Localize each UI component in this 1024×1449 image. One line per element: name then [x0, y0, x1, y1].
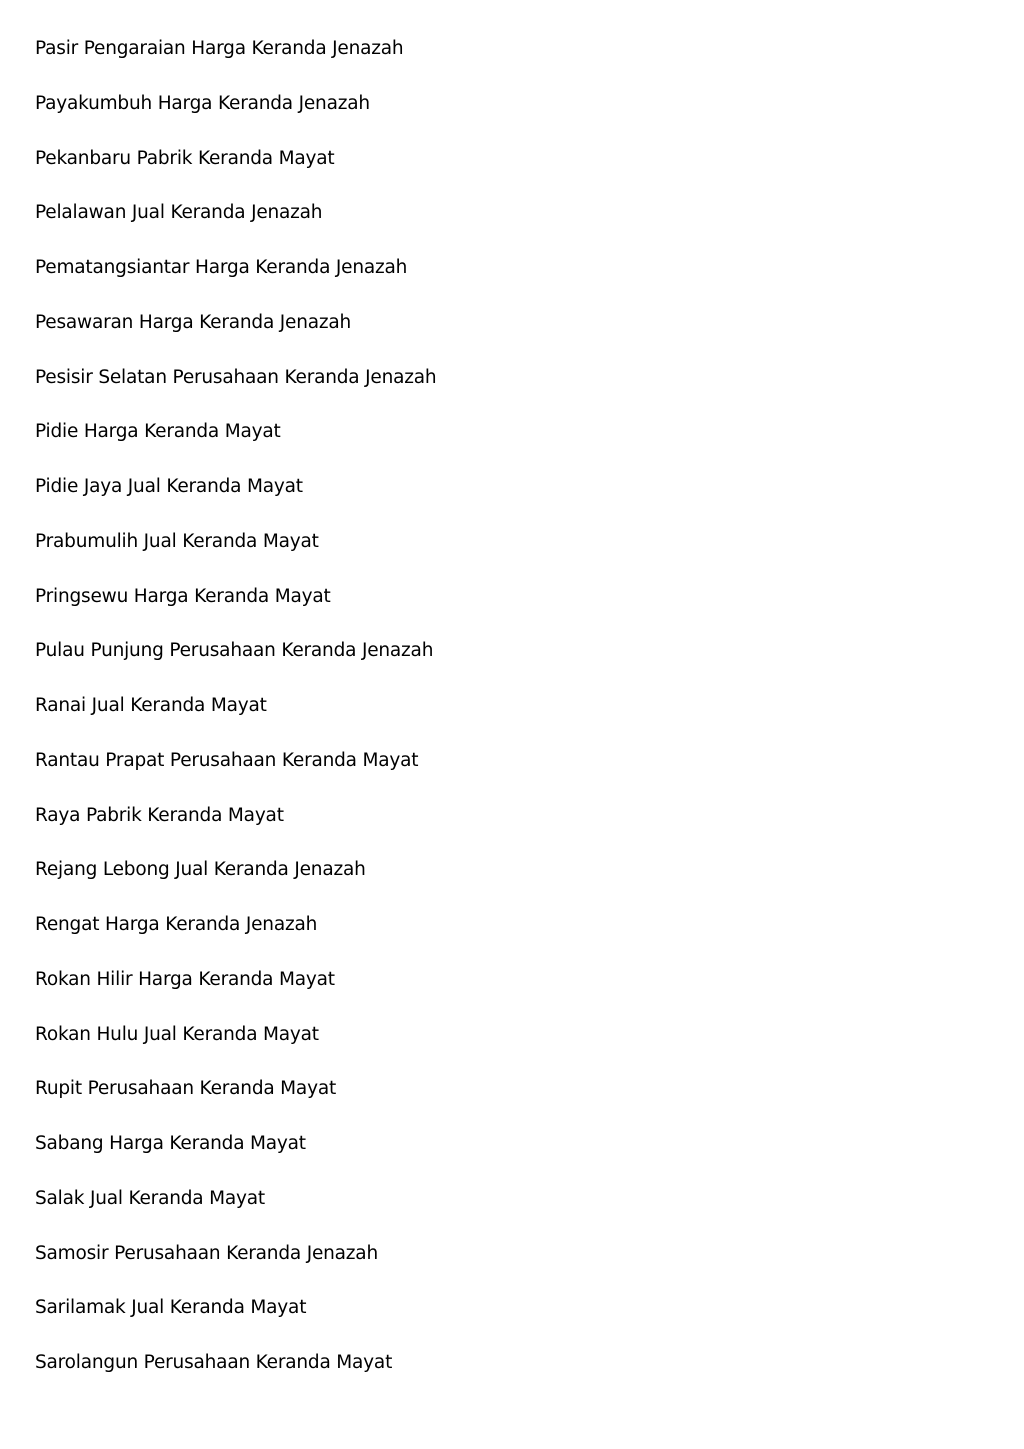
list-item: Pasir Pengaraian Harga Keranda Jenazah	[35, 38, 404, 59]
list-item: Raya Pabrik Keranda Mayat	[35, 804, 284, 826]
list-item: Sabang Harga Keranda Mayat	[35, 1133, 306, 1154]
list-item: Pematangsiantar Harga Keranda Jenazah	[35, 257, 408, 278]
list-item: Rupit Perusahaan Keranda Mayat	[35, 1078, 337, 1100]
list-item: Rokan Hilir Harga Keranda Mayat	[35, 968, 335, 990]
list-item: Samosir Perusahaan Keranda Jenazah	[35, 1242, 378, 1264]
list-item: Payakumbuh Harga Keranda Jenazah	[35, 92, 370, 114]
list-item: Sarolangun Perusahaan Keranda Mayat	[35, 1352, 393, 1373]
list-item: Pesawaran Harga Keranda Jenazah	[35, 311, 352, 333]
list-item: Prabumulih Jual Keranda Mayat	[35, 530, 319, 552]
list-item: Salak Jual Keranda Mayat	[35, 1187, 265, 1209]
list-item: Sarilamak Jual Keranda Mayat	[35, 1297, 307, 1319]
list-item: Pekanbaru Pabrik Keranda Mayat	[35, 147, 335, 169]
list-item: Rengat Harga Keranda Jenazah	[35, 914, 318, 935]
list-item: Pesisir Selatan Perusahaan Keranda Jenazah	[35, 366, 437, 388]
list-item: Rejang Lebong Jual Keranda Jenazah	[35, 859, 366, 881]
list-item: Ranai Jual Keranda Mayat	[35, 695, 267, 716]
list-item: Pelalawan Jual Keranda Jenazah	[35, 202, 323, 224]
list-item: Rokan Hulu Jual Keranda Mayat	[35, 1023, 319, 1045]
entry-list	[35, 36, 436, 1405]
list-item: Pidie Harga Keranda Mayat	[35, 421, 281, 443]
list-item: Rantau Prapat Perusahaan Keranda Mayat	[35, 749, 419, 771]
list-item: Pulau Punjung Perusahaan Keranda Jenazah	[35, 640, 434, 662]
list-item: Pidie Jaya Jual Keranda Mayat	[35, 476, 303, 497]
list-item: Pringsewu Harga Keranda Mayat	[35, 585, 331, 607]
